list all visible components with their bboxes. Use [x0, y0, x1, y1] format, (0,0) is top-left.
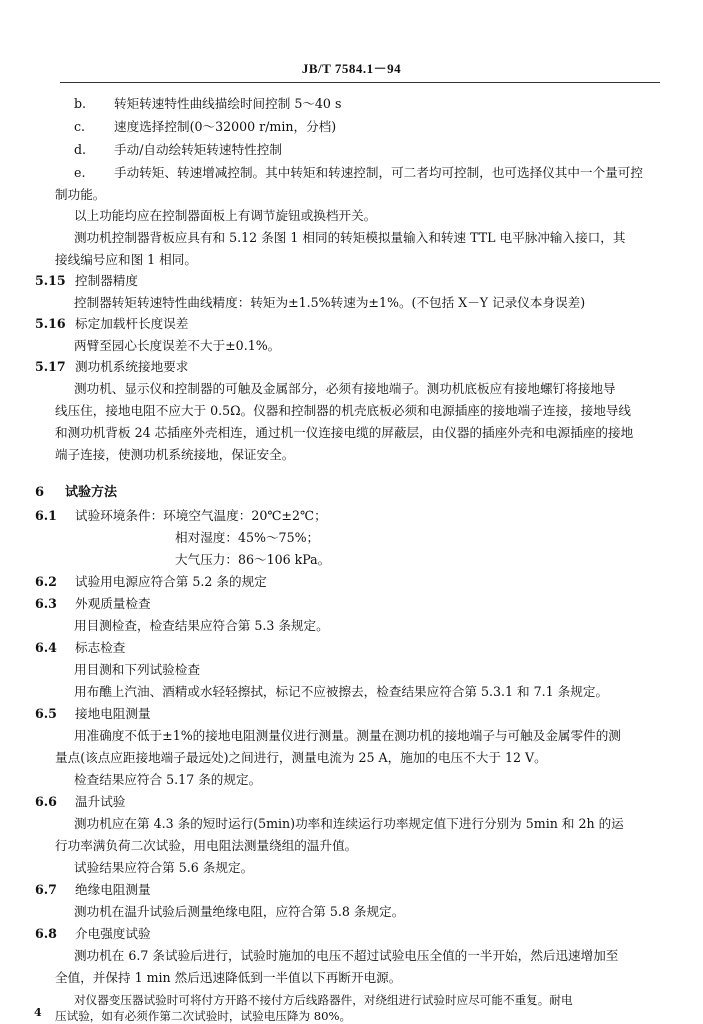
standard-header: JB/T 7584.1－94 — [301, 61, 402, 76]
section-6-5-heading: 6.5 接地电阻测量 — [35, 706, 151, 721]
paragraph-panel: 以上功能均应在控制器面板上有调节旋钮或换档开关。 — [74, 208, 377, 223]
section-6-5-line-2: 量点(该点应距接地端子最远处)之间进行，测量电流为 25 A，施加的电压不大于 12 V。 — [55, 750, 547, 765]
section-6-4-line-1: 用目测和下列试验检查 — [74, 662, 200, 677]
section-6-3-heading: 6.3 外观质量检查 — [35, 596, 151, 611]
section-6-4-line-2: 用布醮上汽油、酒精或水轻轻擦拭，标记不应被擦去，检查结果应符合第 5.3.1 和 7.1 条规定。 — [74, 684, 609, 699]
section-6-5-line-1: 用准确度不低于±1%的接地电阻测量仪进行测量。测量在测功机的接地端子与可触及金属零件的测 — [74, 728, 621, 743]
section-5-15-heading: 5.15 控制器精度 — [35, 273, 138, 288]
section-6-6-line-1: 测功机应在第 4.3 条的短时运行(5min)功率和连续运行功率规定值下进行分别为 5min 和 2h 的运 — [74, 816, 624, 831]
paragraph-backplate-1: 测功机控制器背板应具有和 5.12 条图 1 相同的转矩模拟量输入和转速 TTL 电平脉冲输入接口，其 — [74, 230, 626, 245]
section-6-1-line-1: 6.1 试验环境条件：环境空气温度：20℃±2℃； — [35, 508, 327, 523]
section-6-8-heading: 6.8 介电强度试验 — [35, 926, 151, 941]
item-e-continuation: 制功能。 — [55, 187, 106, 202]
section-6-6-line-2: 行功率满负荷二次试验，用电阻法测量绕组的温升值。 — [55, 838, 358, 853]
page-number: 4 — [34, 1006, 42, 1019]
section-5-17-line-4: 端子连接，使测功机系统接地，保证安全。 — [55, 447, 295, 462]
item-c: c. 速度选择控制(0～32000 r/min，分档) — [74, 119, 337, 134]
section-6-3-body: 用目测检查，检查结果应符合第 5.3 条规定。 — [74, 618, 329, 633]
section-5-16-body: 两臂至园心长度误差不大于±0.1%。 — [74, 338, 281, 353]
section-5-16-heading: 5.16 标定加载杆长度误差 — [35, 316, 189, 331]
item-e: e. 手动转矩、转速增减控制。其中转矩和转速控制，可二者均可控制，也可选择仪其中一个量可控 — [74, 165, 643, 180]
section-5-15-body: 控制器转矩转速特性曲线精度：转矩为±1.5%转速为±1%。(不包括 X－Y 记录仪本身误差) — [74, 295, 586, 310]
section-6-1-line-3: 大气压力：86～106 kPa。 — [175, 552, 331, 567]
section-6-6-line-3: 试验结果应符合第 5.6 条规定。 — [74, 860, 254, 875]
section-6-8-line-3: 对仪器变压器试验时可将付方开路不接付方后线路器件，对绕组进行试验时应尽可能不重复。耐电 — [74, 993, 573, 1007]
section-6-8-line-1: 测功机在 6.7 条试验后进行，试验时施加的电压不超过试验电压全值的一半开始，然后迅速增加至 — [74, 948, 619, 963]
section-6-1-line-2: 相对湿度：45%～75%； — [175, 530, 320, 545]
item-d: d. 手动/自动绘转矩转速特性控制 — [74, 142, 282, 157]
section-6-4-heading: 6.4 标志检查 — [35, 640, 126, 655]
header-rule — [60, 82, 660, 83]
section-5-17-heading: 5.17 测功机系统接地要求 — [35, 359, 189, 374]
paragraph-backplate-2: 接线编号应和图 1 相同。 — [55, 252, 197, 267]
chapter-6-heading: 6 试验方法 — [35, 485, 118, 500]
section-6-7-heading: 6.7 绝缘电阻测量 — [35, 882, 151, 897]
section-6-7-body: 测功机在温升试验后测量绝缘电阻，应符合第 5.8 条规定。 — [74, 904, 405, 919]
item-b: b. 转矩转速特性曲线描绘时间控制 5～40 s — [74, 96, 342, 111]
section-5-17-line-2: 线压住，接地电阻不应大于 0.5Ω。仪器和控制器的机壳底板必须和电源插座的接地端子连接，接地导线 — [55, 403, 632, 418]
section-5-17-line-1: 测功机、显示仪和控制器的可触及金属部分，必须有接地端子。测功机底板应有接地螺钉将接地导 — [74, 381, 616, 396]
section-6-8-line-4: 压试验，如有必须作第二次试验时，试验电压降为 80%。 — [55, 1009, 352, 1023]
section-6-2: 6.2 试验用电源应符合第 5.2 条的规定 — [35, 574, 267, 589]
section-6-8-line-2: 全值，并保持 1 min 然后迅速降低到一半值以下再断开电源。 — [55, 970, 402, 985]
section-6-6-heading: 6.6 温升试验 — [35, 794, 126, 809]
section-5-17-line-3: 和测功机背板 24 芯插座外壳相连，通过机一仪连接电缆的屏蔽层，由仪器的插座外壳和电源插座的接地 — [55, 425, 634, 440]
section-6-5-line-3: 检查结果应符合 5.17 条的规定。 — [74, 772, 262, 787]
